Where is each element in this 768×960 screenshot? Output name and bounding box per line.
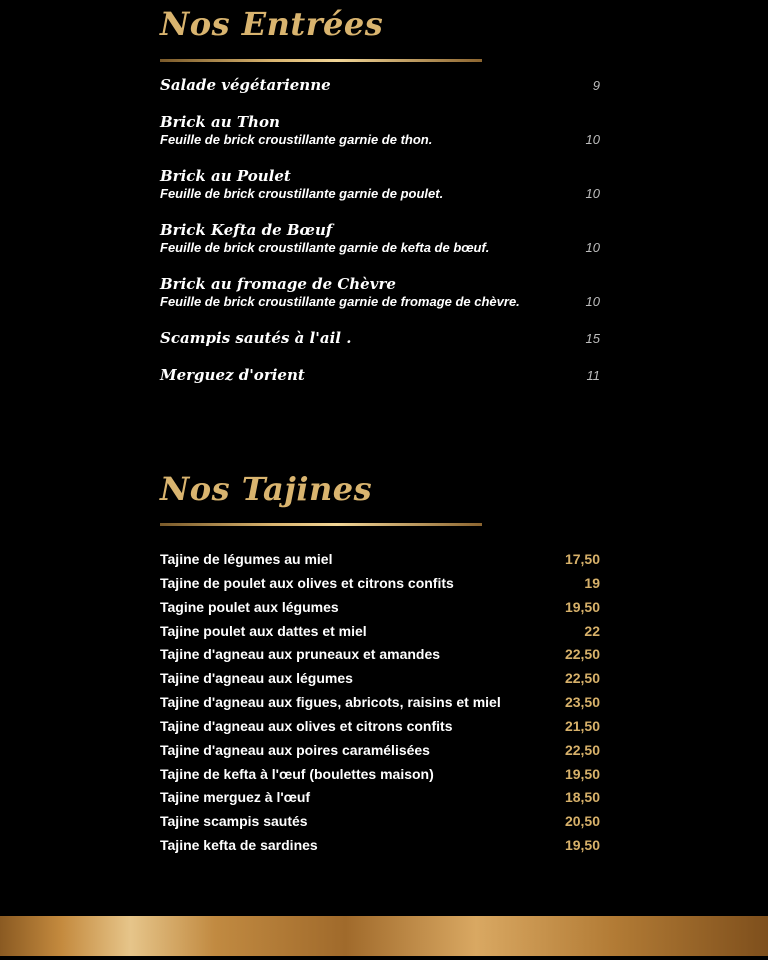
tajine-name: Tajine kefta de sardines [160, 837, 318, 854]
tajines-title: Nos Tajines [160, 470, 373, 508]
entrees-title: Nos Entrées [160, 5, 384, 43]
entree-description: Feuille de brick croustillante garnie de kefta de bœuf. [160, 240, 490, 255]
tajine-price: 17,50 [564, 551, 600, 567]
tajine-row [160, 692, 600, 716]
entree-name: Scampis sautés à l'ail . [160, 329, 352, 347]
tajine-price: 22,50 [564, 741, 600, 758]
tajine-price: 19,50 [564, 837, 600, 854]
entree-item [160, 329, 600, 347]
tajine-row [160, 644, 600, 668]
entree-description: Feuille de brick croustillante garnie de poulet. [160, 186, 444, 201]
entree-name: Brick au Thon [160, 113, 280, 131]
tajine-name: Tajine d'agneau aux pruneaux et amandes [160, 646, 441, 663]
entree-item [160, 221, 600, 256]
tajine-price: 22 [584, 622, 600, 639]
tajine-name: Tajine de poulet aux olives et citrons confits [160, 574, 454, 591]
entree-item [160, 76, 600, 94]
entree-price: 10 [585, 132, 600, 147]
tajine-price: 23,50 [564, 694, 600, 711]
tajine-name: Tajine d'agneau aux figues, abricots, raisins et miel [160, 694, 501, 711]
tajine-row [160, 549, 600, 573]
entree-name: Salade végétarienne [160, 76, 331, 94]
tajine-price: 18,50 [564, 789, 600, 806]
gold-footer-band [0, 916, 768, 956]
tajine-name: Tagine poulet aux légumes [160, 598, 339, 615]
entrees-divider [160, 59, 482, 62]
tajines-divider [160, 523, 482, 526]
entree-price: 10 [585, 294, 600, 309]
tajine-name: Tajine merguez à l'œuf [160, 789, 311, 806]
entree-name: Brick au Poulet [160, 167, 291, 185]
tajine-name: Tajine d'agneau aux olives et citrons confits [160, 717, 453, 734]
tajine-price: 22,50 [564, 646, 600, 663]
tajine-row [160, 668, 600, 692]
tajine-row [160, 811, 600, 835]
tajine-name: Tajine poulet aux dattes et miel [160, 622, 367, 639]
tajine-price: 22,50 [564, 670, 600, 687]
entree-name: Merguez d'orient [160, 366, 305, 384]
tajine-price: 19 [584, 574, 600, 591]
tajine-row [160, 740, 600, 764]
tajine-row [160, 597, 600, 621]
tajine-name: Tajine d'agneau aux poires caramélisées [160, 741, 430, 758]
entree-price: 10 [585, 186, 600, 201]
tajine-name: Tajine de kefta à l'œuf (boulettes maison) [160, 765, 434, 782]
tajine-name: Tajine d'agneau aux légumes [160, 670, 353, 687]
entree-name: Brick au fromage de Chèvre [160, 275, 396, 293]
entree-description: Feuille de brick croustillante garnie de thon. [160, 132, 433, 147]
tajine-row [160, 716, 600, 740]
tajine-price: 20,50 [564, 813, 600, 830]
entree-price: 11 [586, 368, 600, 383]
entree-name: Brick Kefta de Bœuf [160, 221, 333, 239]
tajine-row [160, 787, 600, 811]
tajine-price: 19,50 [564, 765, 600, 782]
tajine-price: 21,50 [564, 717, 600, 734]
entree-price: 15 [585, 331, 600, 346]
entree-description: Feuille de brick croustillante garnie de fromage de chèvre. [160, 294, 520, 309]
entree-item [160, 275, 600, 310]
tajine-name: Tajine scampis sautés [160, 813, 308, 830]
entree-price: 10 [585, 240, 600, 255]
tajine-row [160, 764, 600, 788]
tajine-row [160, 573, 600, 597]
entree-price: 9 [592, 78, 600, 93]
entree-item [160, 366, 600, 384]
tajine-name: Tajine de légumes au miel [160, 551, 333, 567]
tajine-row [160, 835, 600, 859]
tajine-list [160, 549, 600, 859]
entree-item [160, 113, 600, 148]
entree-item [160, 167, 600, 202]
tajine-row [160, 621, 600, 645]
tajine-price: 19,50 [564, 598, 600, 615]
